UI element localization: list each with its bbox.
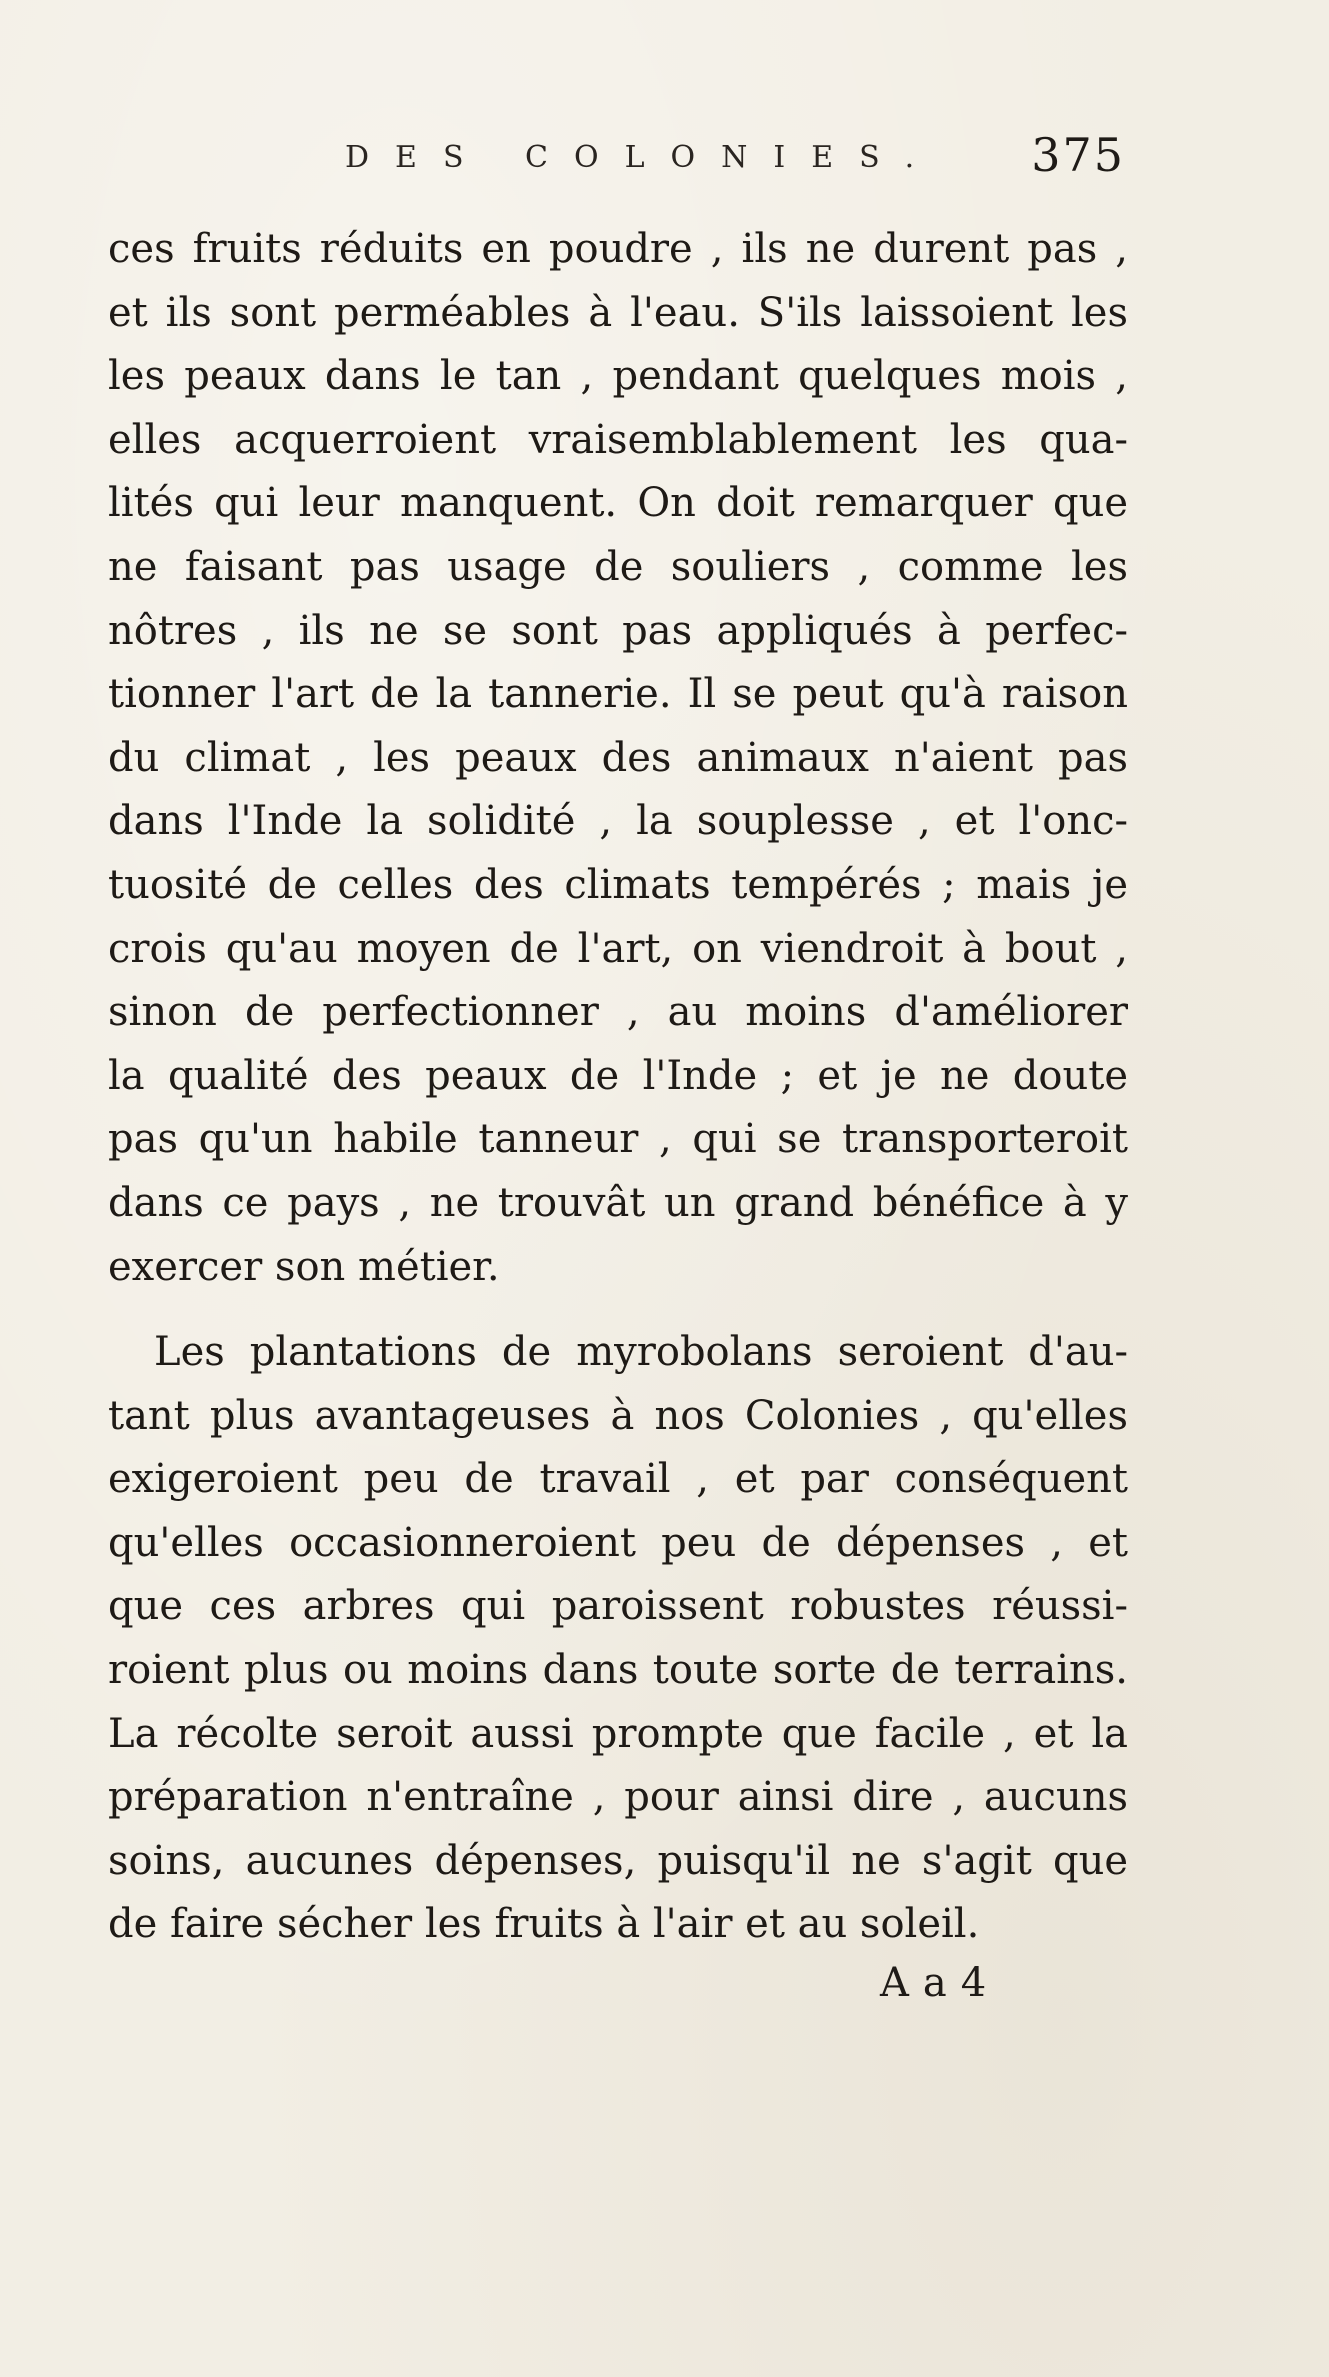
text-line: tionner l'art de la tannerie. Il se peut qu'à raison	[108, 671, 1128, 718]
text-line: elles acquerroient vraisemblablement les qua-	[108, 416, 1128, 463]
text-line: sinon de perfectionner , au moins d'améliorer	[108, 989, 1128, 1036]
body-text	[108, 218, 1128, 1957]
page-header	[345, 128, 1125, 188]
paragraph-2	[108, 1321, 1128, 1957]
text-line: du climat , les peaux des animaux n'aient pas	[108, 734, 1128, 781]
text-line: tant plus avantageuses à nos Colonies , qu'elles	[108, 1392, 1128, 1439]
text-line: les peaux dans le tan , pendant quelques mois ,	[108, 353, 1128, 400]
text-line: soins, aucunes dépenses, puisqu'il ne s'agit que	[108, 1837, 1128, 1884]
text-line: pas qu'un habile tanneur , qui se transporteroit	[108, 1116, 1128, 1163]
running-head: DES COLONIES.	[345, 140, 941, 175]
text-line: tuosité de celles des climats tempérés ; mais je	[108, 861, 1128, 908]
text-line: La récolte seroit aussi prompte que facile , et la	[108, 1710, 1128, 1757]
text-line: Les plantations de myrobolans seroient d'au-	[154, 1329, 1128, 1376]
text-line: et ils sont perméables à l'eau. S'ils laissoient les	[108, 289, 1128, 336]
text-line: de faire sécher les fruits à l'air et au soleil.	[108, 1901, 980, 1948]
text-line: lités qui leur manquent. On doit remarquer que	[108, 480, 1128, 527]
text-line: la qualité des peaux de l'Inde ; et je ne doute	[108, 1052, 1128, 1099]
text-line: ne faisant pas usage de souliers , comme les	[108, 543, 1128, 590]
signature-mark: Aa4	[880, 1960, 1001, 2006]
text-line: roient plus ou moins dans toute sorte de terrains.	[108, 1647, 1128, 1694]
text-line: nôtres , ils ne se sont pas appliqués à perfec-	[108, 607, 1128, 654]
text-line: que ces arbres qui paroissent robustes réussi-	[108, 1583, 1128, 1630]
text-line: qu'elles occasionneroient peu de dépenses , et	[108, 1519, 1128, 1566]
page-number: 375	[1031, 128, 1125, 182]
text-line: dans ce pays , ne trouvât un grand bénéfice à y	[108, 1179, 1128, 1226]
text-line: exercer son métier.	[108, 1243, 500, 1290]
text-line: crois qu'au moyen de l'art, on viendroit à bout ,	[108, 925, 1128, 972]
text-line: ces fruits réduits en poudre , ils ne durent pas ,	[108, 226, 1128, 272]
text-line: préparation n'entraîne , pour ainsi dire , aucuns	[108, 1774, 1128, 1821]
text-line: exigeroient peu de travail , et par conséquent	[108, 1456, 1128, 1503]
paragraph-1	[108, 218, 1128, 1299]
text-line: dans l'Inde la solidité , la souplesse , et l'onc-	[108, 798, 1128, 845]
